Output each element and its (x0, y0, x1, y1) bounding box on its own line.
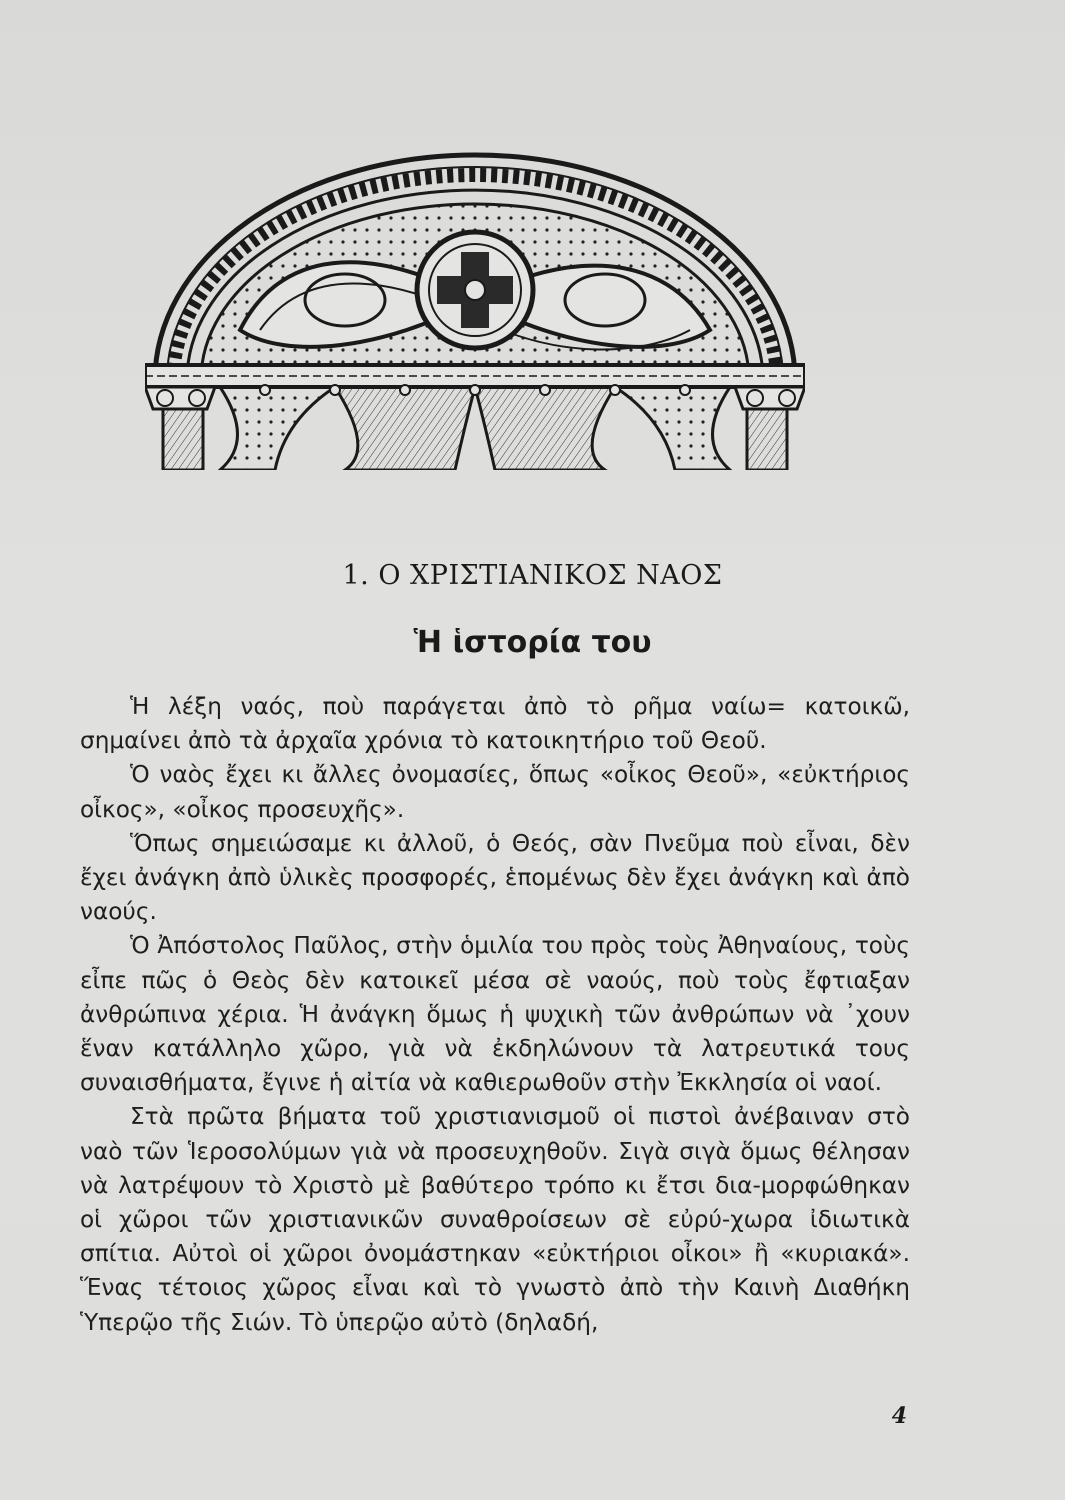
page-number: 4 (891, 1403, 907, 1429)
paragraph: Ὅπως σημειώσαμε κι ἀλλοῦ, ὁ Θεός, σὰν Πνεῦμα ποὺ εἶναι, δὲν ἔχει ἀνάγκη ἀπὸ ὑλικὲς προσφορές, ἑπομένως δὲν ἔχει ἀνάγκη καὶ ἀπὸ ναούς. (80, 829, 910, 926)
paragraph: Ὁ Ἀπόστολος Παῦλος, στὴν ὁμιλία του πρὸς τοὺς Ἀθηναίους, τοὺς εἶπε πῶς ὁ Θεὸς δὲν κατοικεῖ μέσα σὲ ναούς, ποὺ τοὺς ἔφτιαξαν ἀνθρώπινα χέρια. Ἡ ἀνάγκη ὅμως ἡ ψυχικὴ τῶν ἀνθρώπων νὰ ᾽χουν ἕναν κατάλληλο χῶρο, γιὰ νὰ ἐκδηλώνουν τὰ λατρευτικά τους συναισθήματα, ἔγινε ἡ αἰτία νὰ καθιερωθοῦν στὴν Ἐκκλησία οἱ ναοί. (80, 932, 910, 1097)
section-title: Ἡ ἱστορία του (413, 625, 652, 660)
body-text (80, 690, 910, 1340)
paragraph: Ὁ ναὸς ἔχει κι ἄλλες ὀνομασίες, ὅπως «οἶκος Θεοῦ», «εὐκτήριος οἶκος», «οἶκος προσευχῆς». (80, 761, 910, 823)
paragraph: Ἡ λέξη ναός, ποὺ παράγεται ἀπὸ τὸ ρῆμα ναίω= κατοικῶ, σημαίνει ἀπὸ τὰ ἀρχαῖα χρόνια τὸ κατοικητήριο τοῦ Θεοῦ. (80, 693, 910, 755)
chapter-title: 1. Ο ΧΡΙΣΤΙΑΝΙΚΟΣ ΝΑΟΣ (342, 560, 723, 591)
byzantine-arch-ornament-icon (145, 140, 805, 470)
paragraph: Στὰ πρῶτα βήματα τοῦ χριστιανισμοῦ οἱ πιστοὶ ἀνέβαιναν στὸ ναὸ τῶν Ἱεροσολύμων γιὰ νὰ προσευχηθοῦν. Σιγὰ σιγὰ ὅμως θέλησαν νὰ λατρέψουν τὸ Χριστὸ μὲ βαθύτερο τρόπο κι ἔτσι δια-μορφώθηκαν οἱ χῶροι τῶν χριστιανικῶν συναθροίσεων σὲ εὐρύ-χωρα ἰδιωτικὰ σπίτια. Αὐτοὶ οἱ χῶροι ὀνομάστηκαν «εὐκτήριοι οἶκοι» ἢ «κυριακά». Ἕνας τέτοιος χῶρος εἶναι καὶ τὸ γνωστὸ ἀπὸ τὴν Καινὴ Διαθήκη Ὑπερῷο τῆς Σιών. Τὸ ὑπερῷο αὐτὸ (δηλαδή, (80, 1103, 910, 1336)
